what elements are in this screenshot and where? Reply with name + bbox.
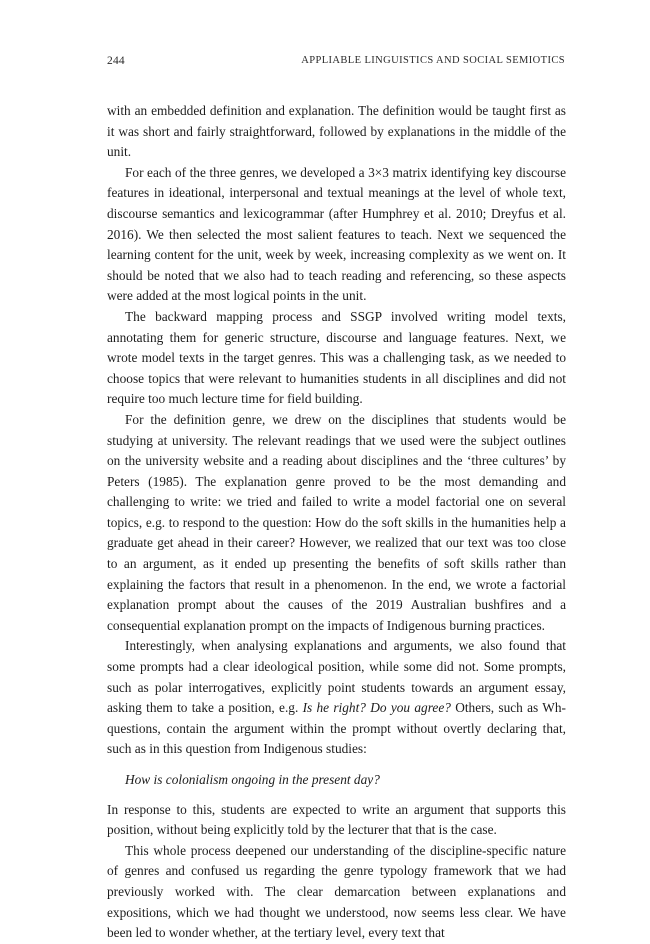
block-quote-question: How is colonialism ongoing in the present day? (125, 772, 380, 787)
page-number: 244 (107, 55, 125, 67)
prompts-text-end: Others, such as Wh- questions, contain the argument within the prompt without overtly declaring that, such as in this question from Indigenous studies: (107, 700, 566, 757)
paragraph-continued: with an embedded definition and explanation. The definition would be taught first as it was short and fairly straightforward, followed by explanations in the middle of the unit. (107, 103, 566, 160)
paragraph-prompts (107, 636, 566, 760)
paragraph-definition-genre: For the definition genre, we drew on the disciplines that students would be studying at university. The relevant readings that we used were the subject outlines on the university website and a reading about disciplines and the ‘three cultures’ by Peters (1985). The explanation genre proved to be the most demanding and challenging to write: we tried and failed to write a model factorial one on several topics, e.g. to respond to the question: How do the soft skills in the humanities help a graduate get ahead in their career? However, we realized that our text was too close to an argument, as it ended up presenting the benefits of soft skills rather than explaining the factors that result in a phenomenon. In the end, we wrote a factorial explanation prompt about the causes of the 2019 Australian bushfires and a consequential explanation prompt on the impacts of Indigenous burning practices. (107, 411, 566, 633)
paragraph-response: In response to this, students are expected to write an argument that supports this position, without being explicitly told by the lecturer that that is the case. (107, 801, 566, 838)
running-header (107, 55, 565, 67)
paragraph-matrix: For each of the three genres, we developed a 3×3 matrix identifying key discourse features in ideational, interpersonal and textual meanings at the level of whole text, discourse semantics and lexicogrammar (after Humphrey et al. 2010; Dreyfus et al. 2016). We then selected the most salient features to teach. Next we sequenced the learning content for the unit, week by week, increasing complexity as we went on. It should be noted that we also had to teach reading and referencing, so these aspects were added at the most logical points in the unit. (107, 164, 566, 304)
paragraph-backward-mapping: The backward mapping process and SSGP involved writing model texts, annotating them for generic structure, discourse and language features. Next, we wrote model texts in the target genres. This was a challenging task, as we needed to choose topics that were relevant to humanities students in all disciplines and did not require too much lecture time for field building. (107, 308, 566, 407)
paragraph-process: This whole process deepened our understanding of the discipline-specific nature of genres and confused us regarding the genre typology framework that we had previously worked with. The clear demarcation between explanations and expositions, which we had thought we understood, now seems less clear. We have been led to wonder whether, at the tertiary level, every text that (107, 842, 566, 941)
prompts-text-start: Interestingly, when analysing explanations and arguments, we also found that some prompts had a clear ideological position, while some did not. Some prompts, such as polar interrogatives, explicitly point students towards an argument essay, asking them to take a position, e.g. (107, 638, 566, 716)
running-title: APPLIABLE LINGUISTICS AND SOCIAL SEMIOTICS (301, 55, 565, 66)
prompts-italic-example: Is he right? Do you agree? (302, 700, 451, 716)
body-text (107, 101, 566, 944)
